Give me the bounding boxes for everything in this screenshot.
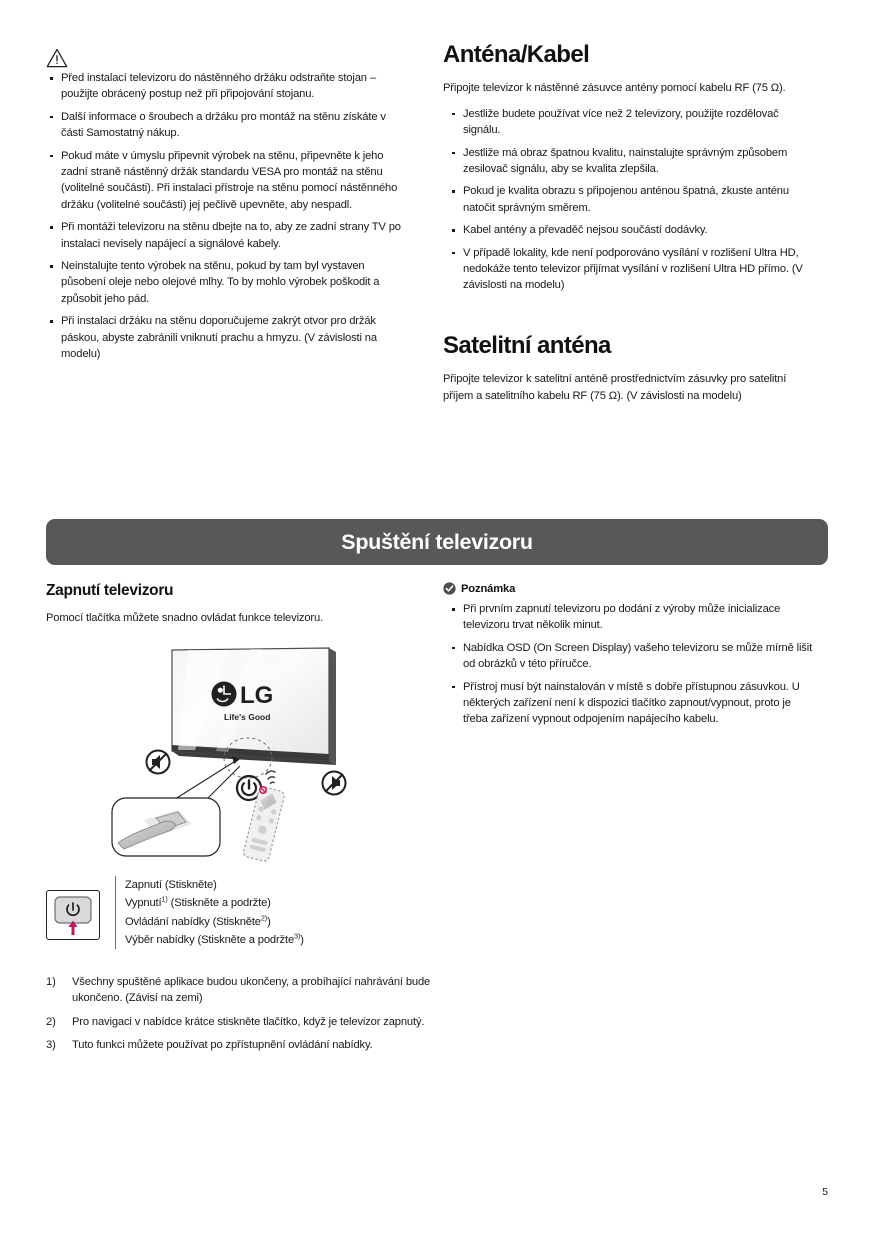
section-banner [46,519,828,565]
note-label: Poznámka [461,582,516,595]
footnote [46,1014,446,1030]
list-item: Pokud je kvalita obrazu s připojenou anténou špatná, zkuste anténu natočit správným směrem. [448,183,813,216]
footnote-number: 2) [46,1015,56,1028]
list-item: Další informace o šroubech a držáku pro montáž na stěnu získáte v části Samostatný nákup. [46,109,406,142]
legend-line-power-on: Zapnutí (Stiskněte) [125,879,217,891]
legend-line-power-off: Vypnutí$^{1)}$ (Stiskněte a podržte) [125,894,271,910]
list-item: Při instalaci držáku na stěnu doporučujeme zakrýt otvor pro držák páskou, abyste zabránili vniknutí prachu a hmyzu. (V závislosti na modelu) [46,313,406,362]
note-bullets [448,601,818,728]
list-item: Přístroj musí být nainstalován v místě s dobře přístupnou zásuvkou. U některých zařízení není k dispozici tlačítko zapnout/vypnout, proto je třeba zařízení vypnout odpojením napájecího kabelu. [448,679,818,728]
footnote-number: 3) [46,1039,56,1052]
warning-triangle-icon [46,48,68,68]
turn-on-tv-intro: Pomocí tlačítka můžete snadno ovládat funkce televizoru. [46,611,324,624]
list-item: Jestliže budete používat více než 2 televizory, použijte rozdělovač signálu. [448,106,813,139]
antenna-intro: Připojte televizor k nástěnné zásuvce antény pomocí kabelu RF (75 Ω). [443,82,786,95]
section-banner-title: Spuštění televizoru [341,529,533,554]
list-item: Při prvním zapnutí televizoru po dodání z výroby může inicializace televizoru trvat několik minut. [448,601,818,634]
hand-press-callout-icon [112,798,220,856]
speaker-muted-right-icon [323,772,346,795]
list-item: Pokud máte v úmyslu připevnit výrobek na stěnu, připevněte k jeho zadní straně nástěnný držák standardu VESA pro montáž na stěnu (volitelné součásti). Při instalaci přístroje na stěnu pomocí nástěnného držáku (volitelné součásti) jej pečlivě upevněte, aby nespadl. [46,148,406,214]
remote-control-icon [243,786,286,862]
footnote-list [46,974,446,1061]
warning-bullet-list [46,70,406,369]
footnote-text: Všechny spuštěné aplikace budou ukončeny, a probíhající nahrávání bude ukončeno. (Závisí na zemi) [72,976,431,1005]
satellite-intro: Připojte televizor k satelitní anténě prostřednictvím zásuvky pro satelitní příjem a satelitního kabelu RF (75 Ω). (V závislosti na modelu) [443,373,787,402]
tv-illustration [100,638,390,863]
footnote [46,1037,446,1053]
speaker-muted-left-icon [147,751,170,774]
turn-on-tv-title: Zapnutí televizoru [46,582,174,599]
list-item: V případě lokality, kde není podporováno vysílání v rozlišení Ultra HD, nedokáže tento televizor přijímat vysílání v rozlišení Ultra HD přímo. (V závislosti na modelu) [448,245,813,294]
list-item: Před instalací televizoru do nástěnného držáku odstraňte stojan – použijte obrácený postup než při připojování stojanu. [46,70,406,103]
turn-on-tv-section [46,582,416,635]
antenna-cable-section [443,42,813,300]
legend-line-menu-control: Ovládání nabídky (Stiskněte$^{2)}$) [125,912,271,928]
footnote-number: 1) [46,976,56,988]
list-item: Nabídka OSD (On Screen Display) vašeho televizoru se může mírně lišit od obrázků v této příručce. [448,640,818,673]
svg-text:LG: LG [240,682,274,709]
satellite-antenna-section [443,333,813,413]
list-item: Jestliže má obraz špatnou kvalitu, nainstalujte správným způsobem zesilovač signálu, aby se kvalita zlepšila. [448,145,813,178]
page-title-antenna: Anténa/Kabel [443,41,590,68]
ir-wave-icon [266,771,275,783]
button-legend [46,876,446,949]
footnote-text: Pro navigaci v nabídce krátce stiskněte tlačítko, když je televizor zapnutý. [72,1015,425,1028]
list-item: Kabel antény a převaděč nejsou součástí dodávky. [448,222,813,238]
svg-text:Life's Good: Life's Good [224,712,271,722]
page-title-satellite: Satelitní anténa [443,332,611,359]
footnote [46,974,446,1007]
check-circle-icon [443,582,456,595]
note-header [443,582,818,595]
warning-bullets [46,70,406,363]
antenna-bullets [448,106,813,294]
footnote-text: Tuto funkci můžete používat po zpřístupnění ovládání nabídky. [72,1039,373,1052]
legend-text-lines [115,876,304,949]
power-button-icon [46,890,100,940]
note-block [443,582,818,734]
list-item: Při montáži televizoru na stěnu dbejte na to, aby ze zadní strany TV po instalaci nevisely napájecí a signálové kabely. [46,219,406,252]
list-item: Neinstalujte tento výrobek na stěnu, pokud by tam byl vystaven působení oleje nebo olejové mlhy. To by mohlo výrobek poškodit a způsobit jeho pád. [46,258,406,307]
legend-line-menu-select: Výběr nabídky (Stiskněte a podržte$^{3)}$) [125,931,304,946]
page-number: 5 [822,1186,828,1198]
